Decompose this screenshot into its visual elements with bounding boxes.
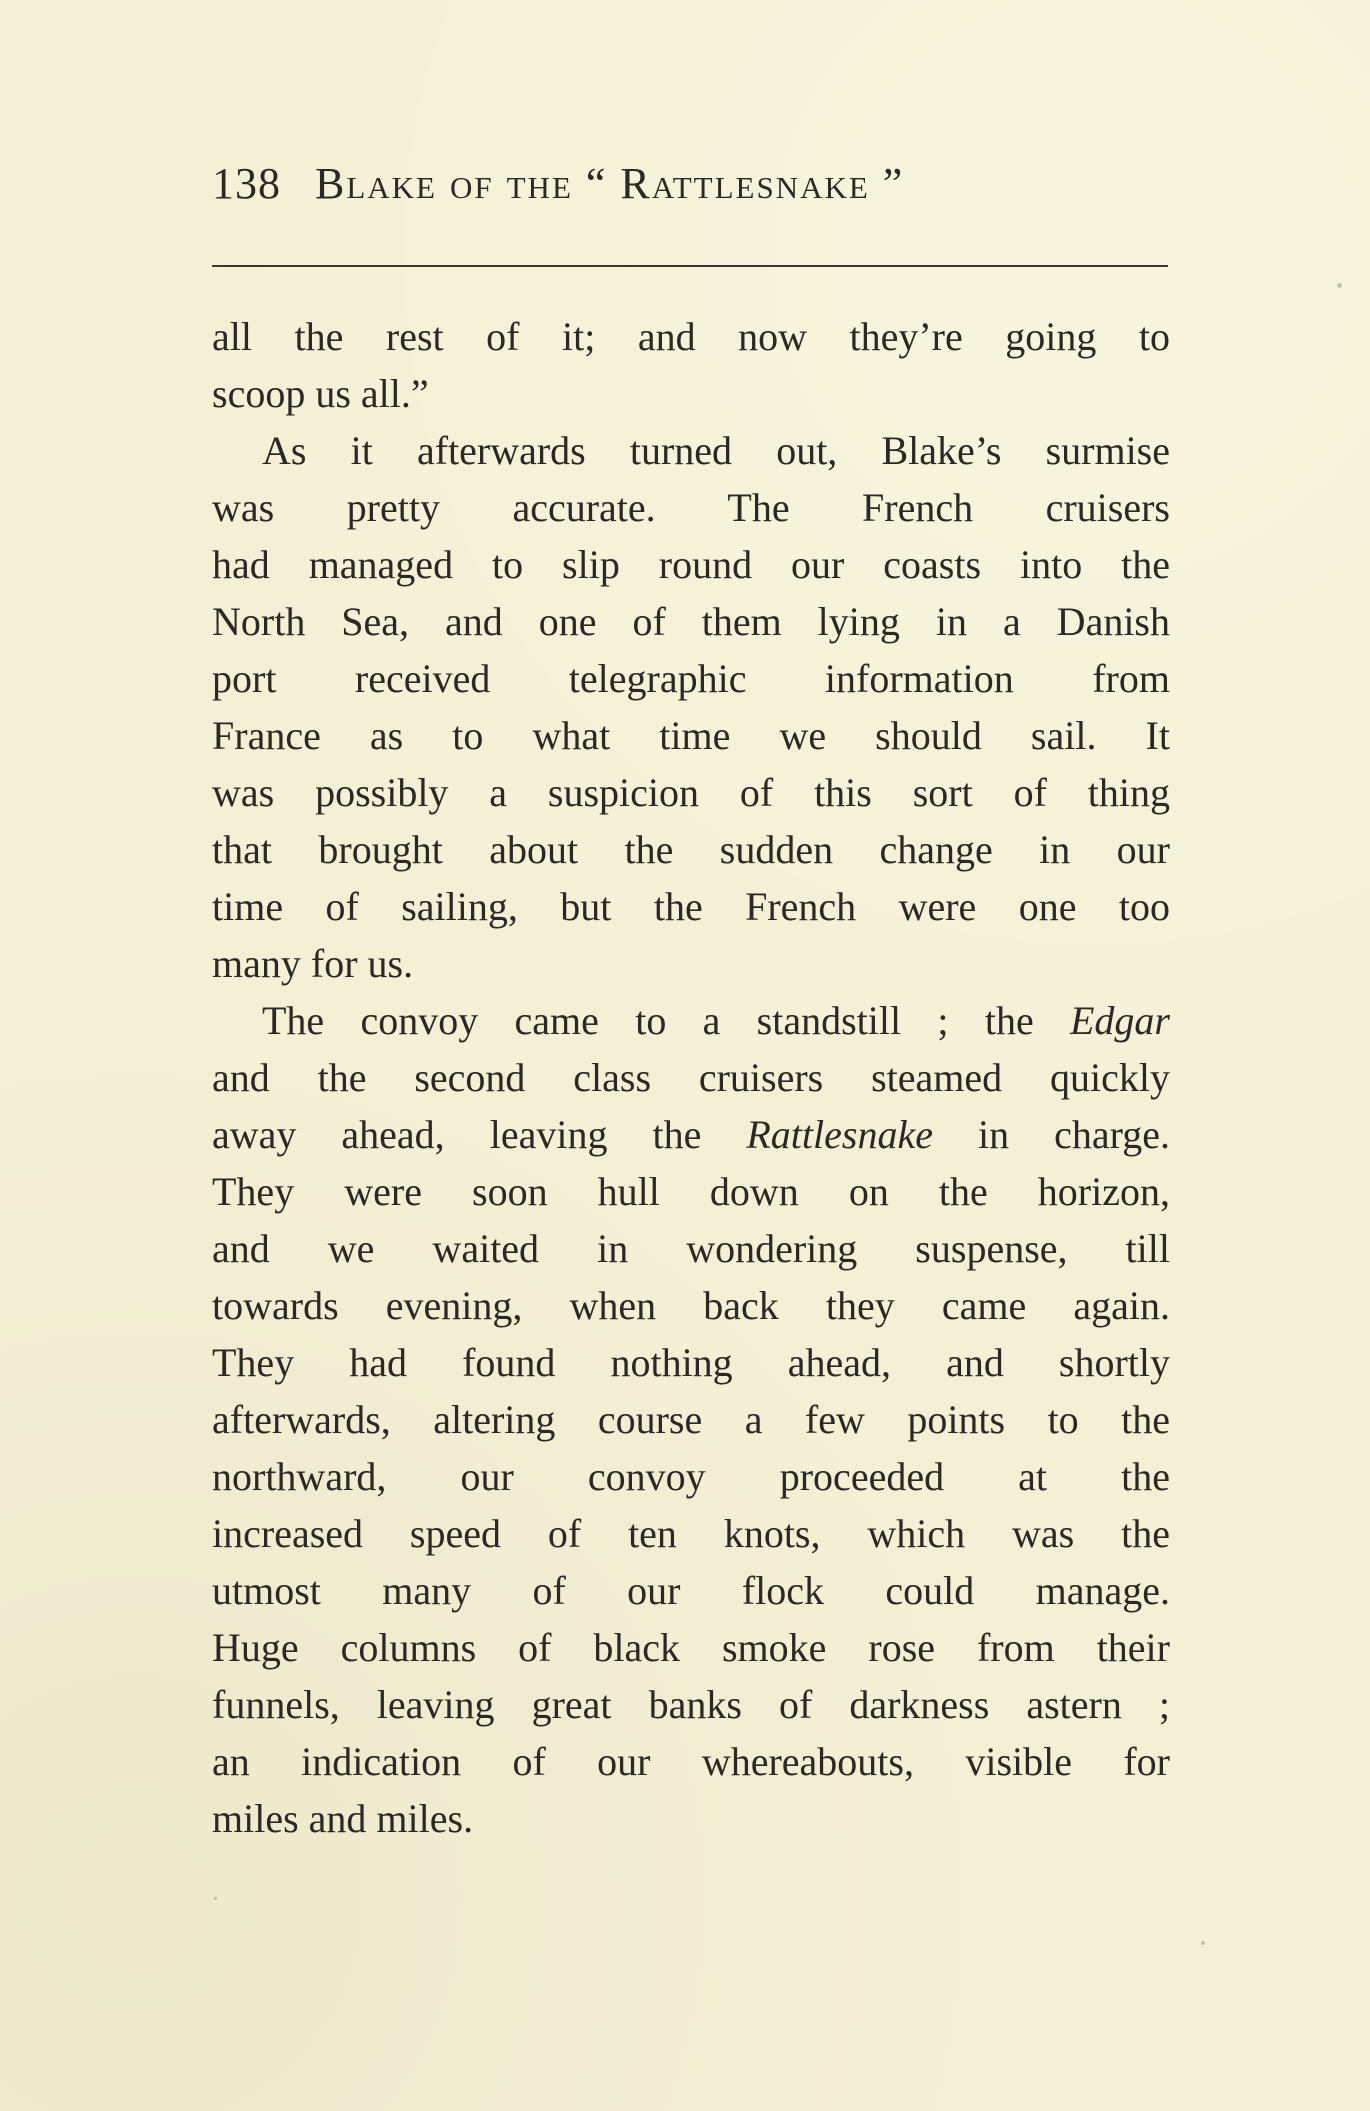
body-text <box>212 308 1170 1847</box>
italic-ship-name: Rattlesnake <box>746 1112 933 1157</box>
italic-ship-name: Edgar <box>1070 998 1170 1043</box>
text-line: afterwards, altering course a few points to the <box>212 1397 1170 1442</box>
text-line: northward, our convoy proceeded at the <box>212 1454 1170 1499</box>
text-line: many for us. <box>212 941 414 986</box>
paragraph-start-line: As it afterwards turned out, Blake’s surmise <box>262 428 1170 473</box>
running-title: Blake of the “ Rattlesnake ” <box>315 159 905 208</box>
text-line: utmost many of our flock could manage. <box>212 1568 1170 1613</box>
text-line: funnels, leaving great banks of darkness astern ; <box>212 1682 1170 1727</box>
header-rule <box>212 265 1168 267</box>
text-line: that brought about the sudden change in our <box>212 827 1170 872</box>
paper-speck <box>1337 283 1342 288</box>
text-line: all the rest of it; and now they’re going to <box>212 314 1170 359</box>
text-line: miles and miles. <box>212 1796 474 1841</box>
text-line <box>212 1106 1170 1163</box>
text-line: was possibly a suspicion of this sort of thing <box>212 770 1170 815</box>
text-line: Huge columns of black smoke rose from their <box>212 1625 1170 1670</box>
text-line: increased speed of ten knots, which was the <box>212 1511 1170 1556</box>
text-line: time of sailing, but the French were one too <box>212 884 1170 929</box>
text-line: and we waited in wondering suspense, till <box>212 1226 1170 1271</box>
paper-speck <box>214 1897 217 1900</box>
text-line: France as to what time we should sail. It <box>212 713 1170 758</box>
text-line: They had found nothing ahead, and shortly <box>212 1340 1170 1385</box>
text-line: towards evening, when back they came again. <box>212 1283 1170 1328</box>
line-text-segment: The convoy came to a standstill ; the <box>262 998 1070 1043</box>
text-line: port received telegraphic information from <box>212 656 1170 701</box>
text-line: was pretty accurate. The French cruisers <box>212 485 1170 530</box>
text-line: North Sea, and one of them lying in a Danish <box>212 599 1170 644</box>
text-line: an indication of our whereabouts, visible for <box>212 1739 1170 1784</box>
line-text-segment: away ahead, leaving the <box>212 1112 747 1157</box>
page-header <box>212 158 1162 220</box>
text-line: They were soon hull down on the horizon, <box>212 1169 1170 1214</box>
paper-speck <box>1201 1941 1205 1945</box>
text-line: and the second class cruisers steamed quickly <box>212 1055 1170 1100</box>
line-text-segment: in charge. <box>932 1112 1170 1157</box>
text-line: scoop us all.” <box>212 371 429 416</box>
page-number: 138 <box>212 159 281 208</box>
paragraph-start-line <box>212 992 1170 1049</box>
text-line: had managed to slip round our coasts into the <box>212 542 1170 587</box>
